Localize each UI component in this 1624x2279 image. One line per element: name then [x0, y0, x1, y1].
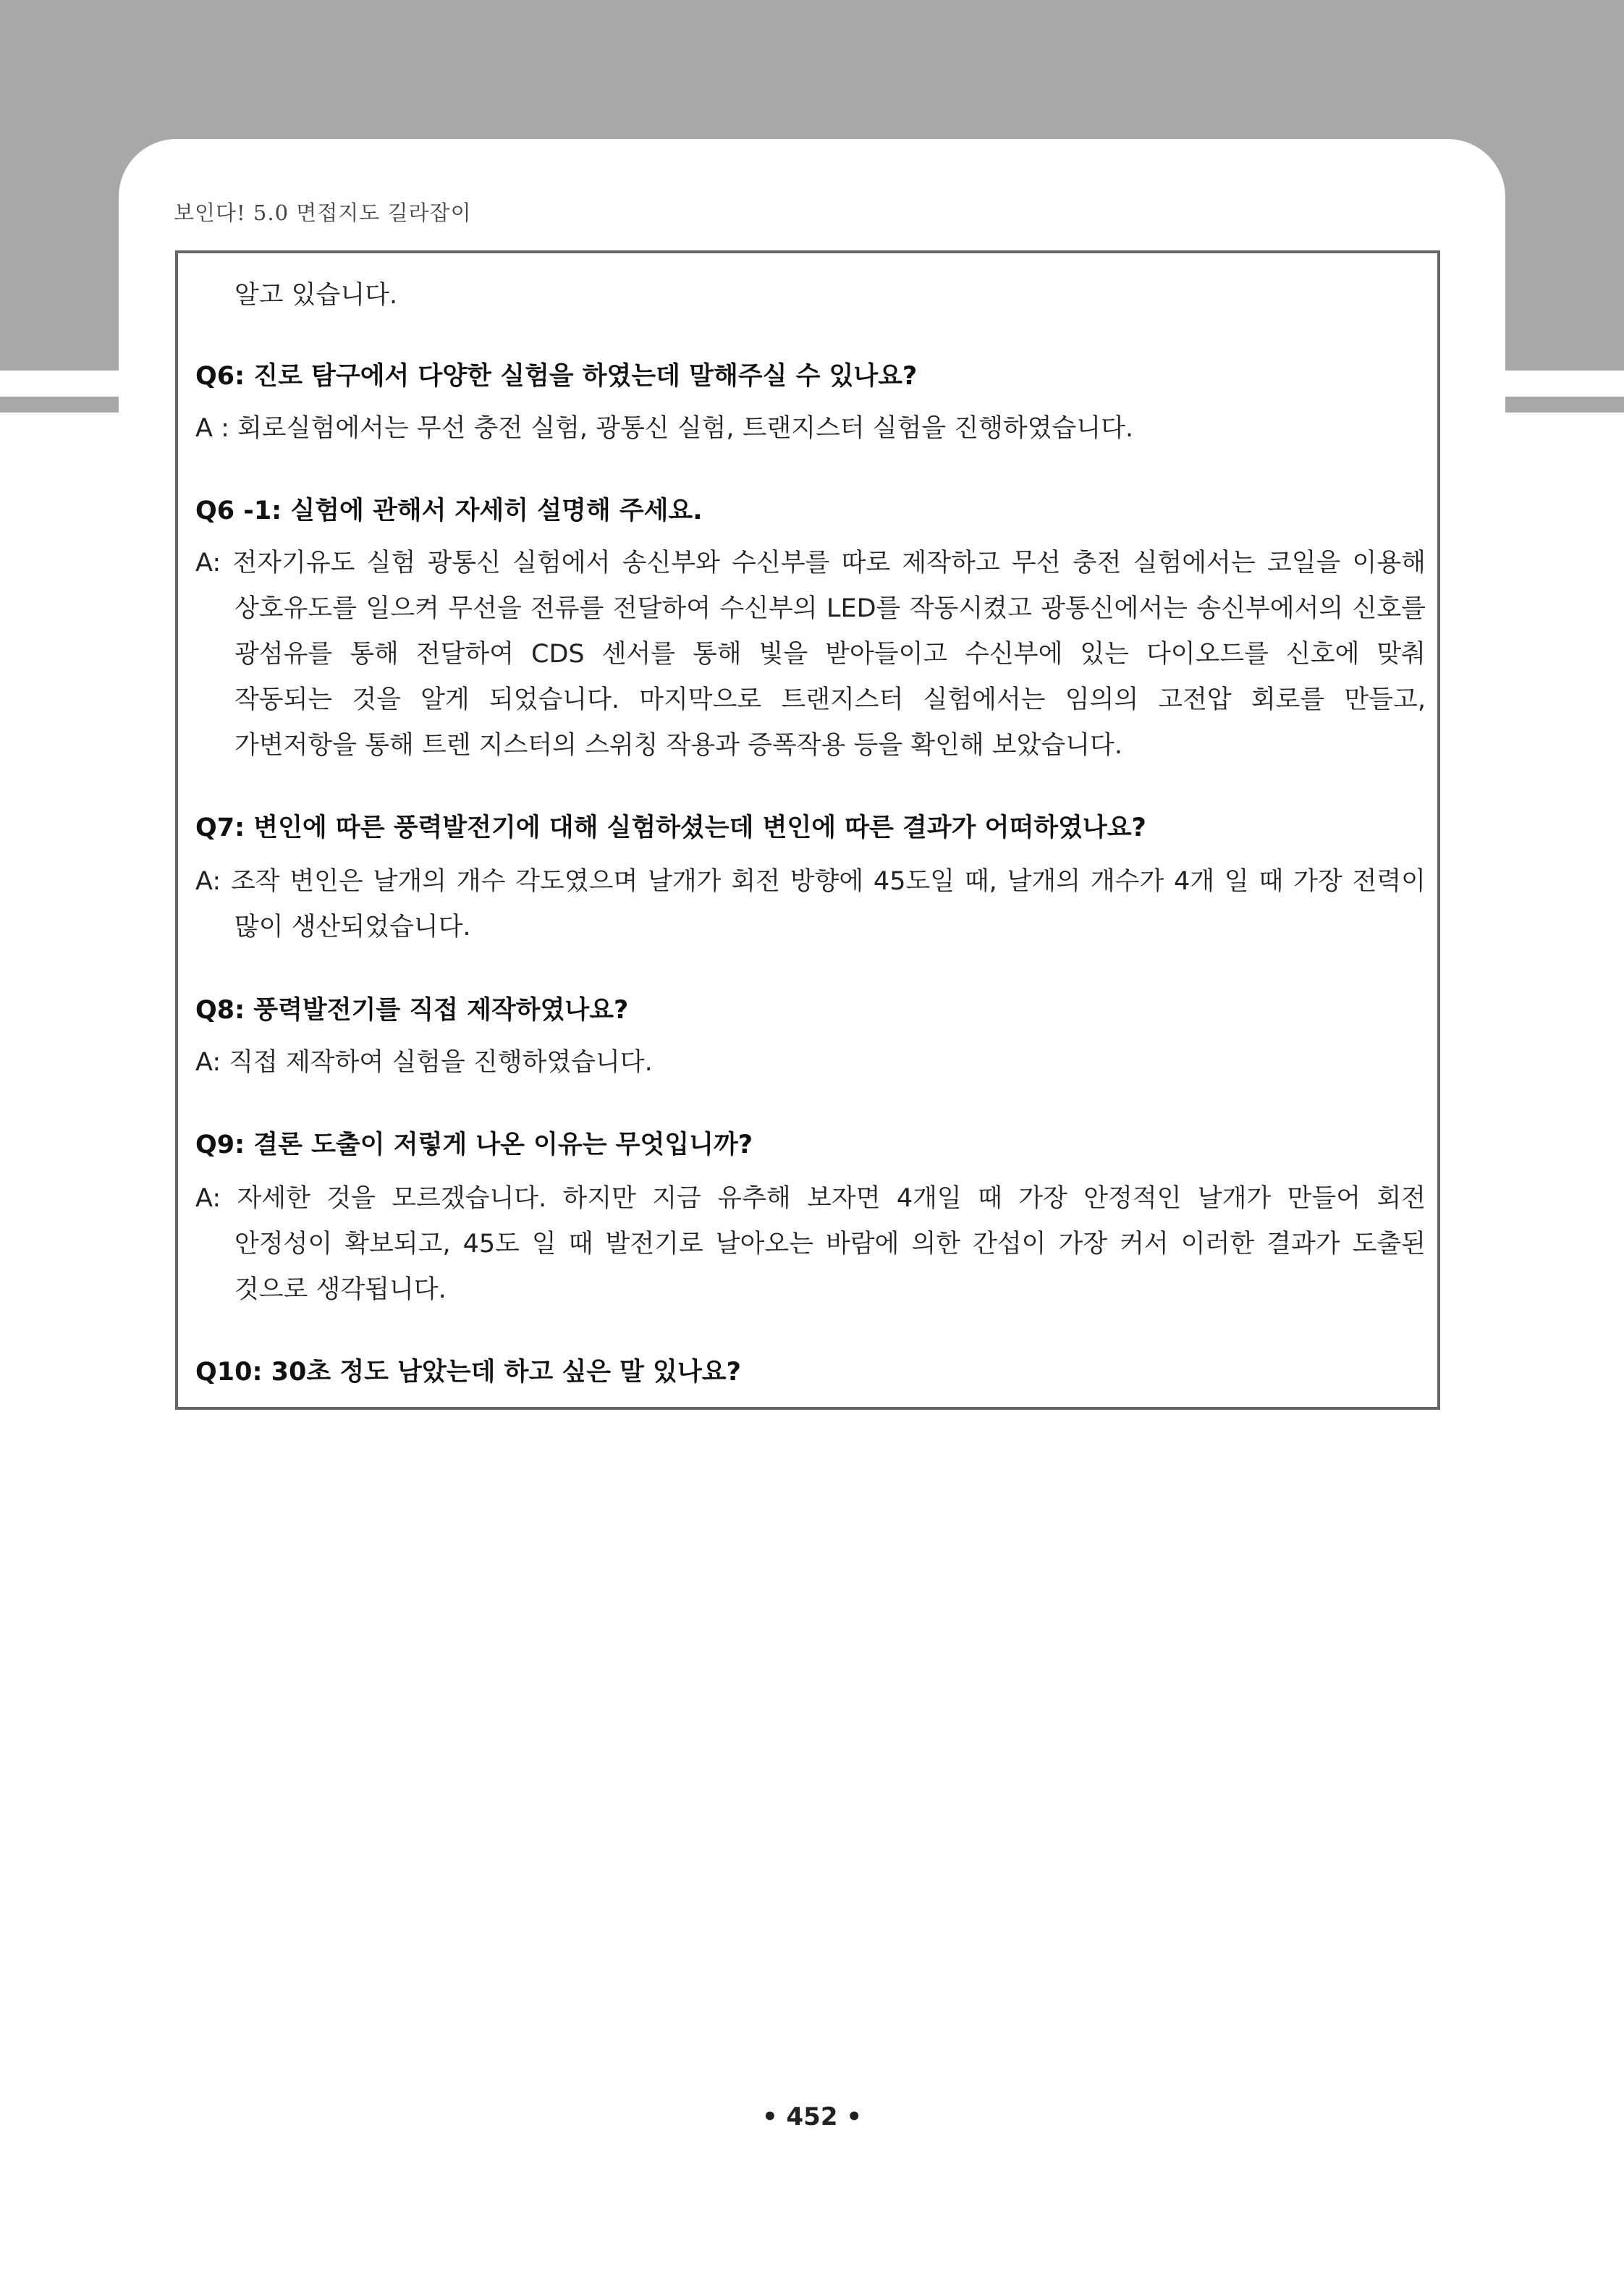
- answer-q6-1-line: A: 전자기유도 실험 광통신 실험에서 송신부와 수신부를 따로 제작하고 무선 충전 실험에서는 코일을 이용해: [195, 549, 1426, 578]
- answer-q6-1-line: 광섬유를 통해 전달하여 CDS 센서를 통해 빛을 받아들이고 수신부에 있는 다이오드를 신호에 맞춰: [234, 640, 1426, 669]
- question-q7: Q7: 변인에 따른 풍력발전기에 대해 실험하셨는데 변인에 따른 결과가 어떠하였나요?: [195, 813, 1146, 842]
- answer-q6-1-line: 가변저항을 통해 트렌 지스터의 스위칭 작용과 증폭작용 등을 확인해 보았습니다.: [234, 731, 1122, 760]
- answer-q6: A : 회로실험에서는 무선 충전 실험, 광통신 실험, 트랜지스터 실험을 진행하였습니다.: [195, 414, 1134, 443]
- answer-q6-1-line: 작동되는 것을 알게 되었습니다. 마지막으로 트랜지스터 실험에서는 임의의 고전압 회로를 만들고,: [234, 685, 1426, 714]
- question-q6: Q6: 진로 탐구에서 다양한 실험을 하였는데 말해주실 수 있나요?: [195, 362, 918, 391]
- continuation-text: 알고 있습니다.: [234, 281, 398, 310]
- running-header-title: 보인다! 5.0 면접지도 길라잡이: [174, 200, 472, 225]
- answer-q7-line: 많이 생산되었습니다.: [234, 913, 471, 942]
- question-q9: Q9: 결론 도출이 저렇게 나온 이유는 무엇입니까?: [195, 1130, 753, 1159]
- header-side-bar-left: [0, 397, 119, 413]
- question-q8: Q8: 풍력발전기를 직접 제작하였나요?: [195, 996, 629, 1025]
- question-q10: Q10: 30초 정도 남았는데 하고 싶은 말 있나요?: [195, 1358, 741, 1387]
- answer-q8: A: 직접 제작하여 실험을 진행하였습니다.: [195, 1048, 653, 1077]
- answer-q9-line: 것으로 생각됩니다.: [234, 1275, 447, 1304]
- answer-q9-line: 안정성이 확보되고, 45도 일 때 발전기로 날아오는 바람에 의한 간섭이 가장 커서 이러한 결과가 도출된: [234, 1230, 1426, 1259]
- answer-q6-1-line: 상호유도를 일으켜 무선을 전류를 전달하여 수신부의 LED를 작동시켰고 광통신에서는 송신부에서의 신호를: [234, 594, 1426, 623]
- answer-q9-line: A: 자세한 것을 모르겠습니다. 하지만 지금 유추해 보자면 4개일 때 가장 안정적인 날개가 만들어 회전: [195, 1184, 1426, 1213]
- answer-q7-line: A: 조작 변인은 날개의 개수 각도였으며 날개가 회전 방향에 45도일 때, 날개의 개수가 4개 일 때 가장 전력이: [195, 867, 1426, 896]
- interview-qa-box: [175, 250, 1440, 1410]
- header-side-bar-right: [1505, 397, 1624, 413]
- question-q6-1: Q6 -1: 실험에 관해서 자세히 설명해 주세요.: [195, 496, 703, 525]
- page-number: • 452 •: [761, 2102, 863, 2131]
